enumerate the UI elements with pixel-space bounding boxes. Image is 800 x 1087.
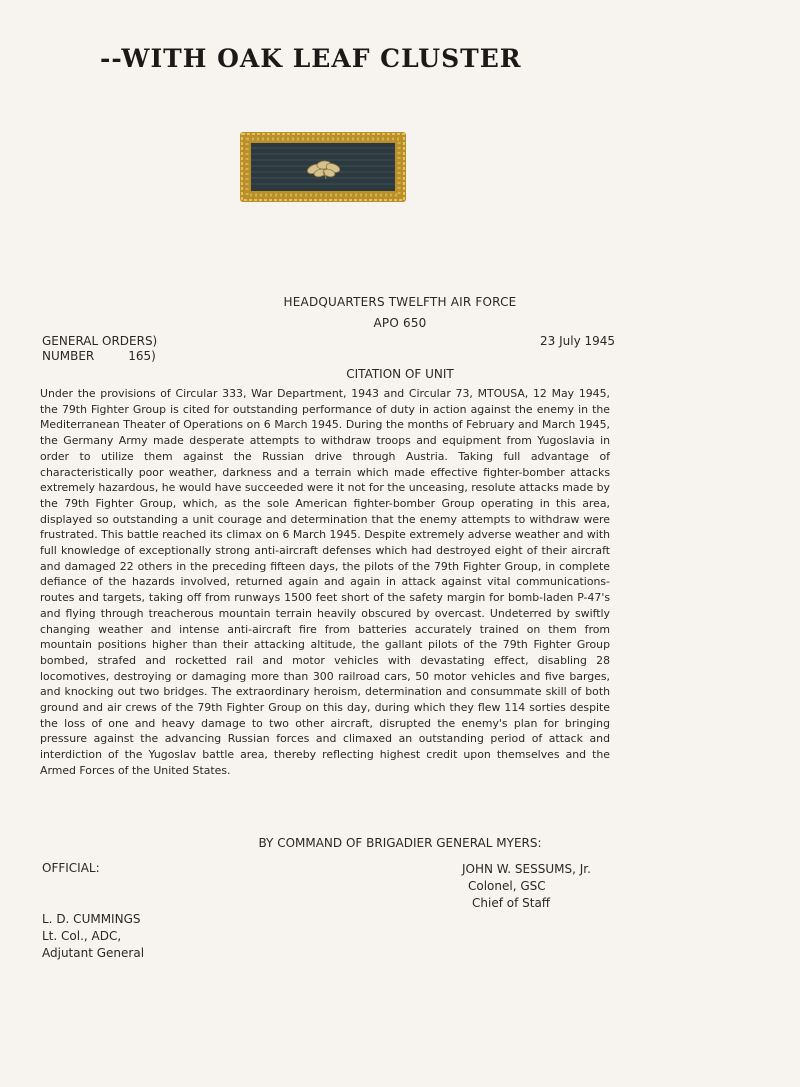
signatory-title: Chief of Staff <box>472 896 551 910</box>
general-orders-label: GENERAL ORDERS) <box>42 334 158 348</box>
oak-leaf-cluster-ribbon-icon <box>240 132 406 202</box>
command-line: BY COMMAND OF BRIGADIER GENERAL MYERS: <box>258 836 542 850</box>
number-value: 165) <box>128 349 156 363</box>
apo-line: APO 650 <box>373 316 427 330</box>
signature-block <box>462 861 591 912</box>
page-title: --WITH OAK LEAF CLUSTER <box>100 44 522 73</box>
official-label: OFFICIAL: <box>42 861 100 875</box>
citation-heading: CITATION OF UNIT <box>346 367 454 381</box>
signatory-rank: Colonel, GSC <box>468 879 546 893</box>
signatory-name: JOHN W. SESSUMS, Jr. <box>462 862 591 876</box>
order-date: 23 July 1945 <box>540 334 616 348</box>
adjutant-block <box>42 911 144 962</box>
headquarters-line: HEADQUARTERS TWELFTH AIR FORCE <box>283 295 517 309</box>
adjutant-rank: Lt. Col., ADC, <box>42 929 122 943</box>
general-orders-number <box>42 349 156 363</box>
number-label: NUMBER <box>42 349 95 363</box>
citation-body: Under the provisions of Circular 333, War Department, 1943 and Circular 73, MTOUSA, 12 May 1945, the 79th Fighter Group is cited for outstanding performance of duty in action against the enemy in the Mediterranean Theater of Operations on 6 March 1945. During the months of February and March 1945, the Germany Army made desperate attempts to withdraw troops and equipment from Yugoslavia in order to utilize them against the Russian drive through Austria. Taking full advantage of characteristically poor weather, darkness and a terrain which made effective fighter-bomber attacks extremely hazardous, he would have succeeded were it not for the unceasing, resolute attacks made by the 79th Fighter Group, which, as the sole American fighter-bomber Group operating in this area, displayed so outstanding a unit courage and determination that the enemy attempts to withdraw were frustrated. This battle reached its climax on 6 March 1945. Despite extremely adverse weather and with full knowledge of exceptionally strong anti-aircraft defenses which had destroyed eight of their aircraft and damaged 22 others in the preceding fifteen days, the pilots of the 79th Fighter Group, in complete defiance of the hazards involved, returned again and again in attack against vital communications-routes and targets, taking off from runways 1500 feet short of the safety margin for bomb-laden P-47's and flying through treacherous mountain terrain heavily obscured by overcast. Undeterred by swiftly changing weather and intense anti-aircraft fire from batteries accurately trained on them from mountain positions higher than their attacking altitude, the gallant pilots of the 79th Fighter Group bombed, strafed and rocketted rail and motor vehicles with devastating effect, disabling 28 locomotives, destroying or damaging more than 300 railroad cars, 50 motor vehicles and five barges, and knocking out two bridges. The extraordinary heroism, determination and consummate skill of both ground and air crews of the 79th Fighter Group on this day, during which they flew 114 sorties despite the loss of one and heavy damage to two other aircraft, disrupted the enemy's plan for bringing pressure against the advancing Russian forces and climaxed an outstanding period of attack and interdiction of the Yugoslav battle area, thereby reflecting highest credit upon themselves and the Armed Forces of the United States. <box>40 387 610 777</box>
adjutant-title: Adjutant General <box>42 946 145 960</box>
adjutant-name: L. D. CUMMINGS <box>42 912 141 926</box>
